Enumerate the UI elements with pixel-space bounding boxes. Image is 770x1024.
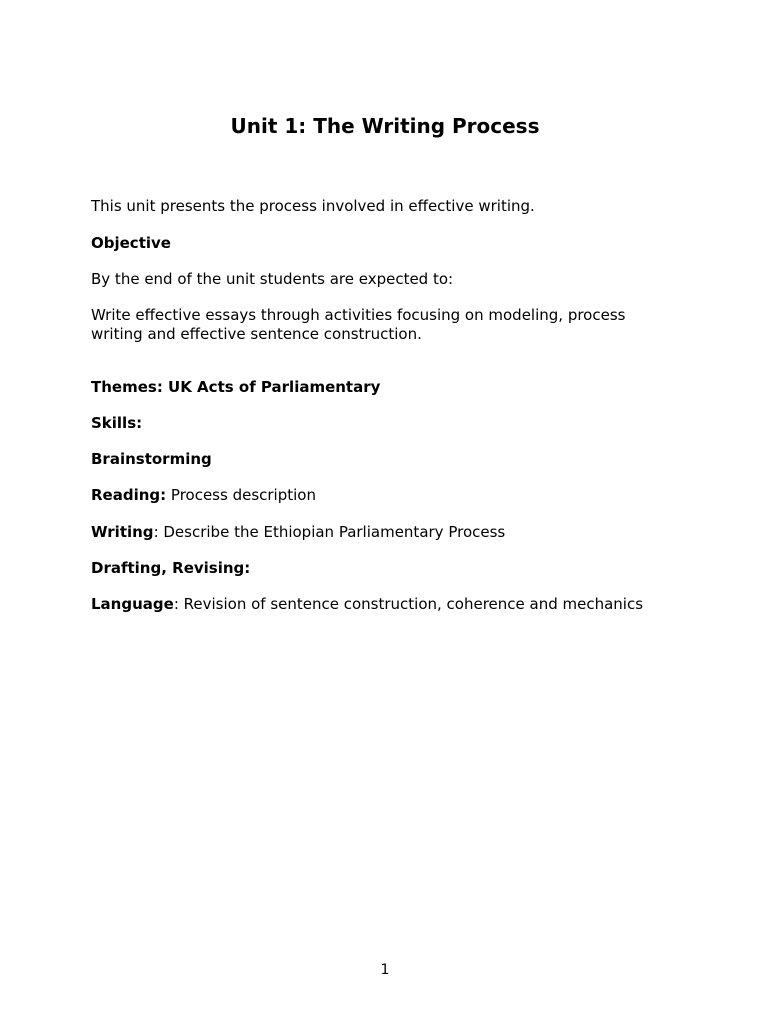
page-number: 1 [380,962,390,978]
writing-text: : Describe the Ethiopian Parliamentary Process [153,523,506,541]
intro-paragraph: This unit presents the process involved in effective writing. [91,197,535,215]
objective-text: Write effective essays through activities focusing on modeling, process writing and effective sentence construction. [91,306,626,343]
language-label: Language [91,595,174,613]
page-title: Unit 1: The Writing Process [230,114,540,138]
writing-line [91,523,661,542]
drafting-heading: Drafting, Revising: [91,559,251,577]
reading-text: Process description [166,486,316,504]
language-line [91,595,691,614]
objective-lead: By the end of the unit students are expected to: [91,270,454,288]
language-text: : Revision of sentence construction, coherence and mechanics [173,595,644,613]
writing-label: Writing [91,523,154,541]
themes-heading: Themes: UK Acts of Parliamentary [91,378,381,396]
objective-heading: Objective [91,234,171,252]
brainstorming-heading: Brainstorming [91,450,212,468]
skills-heading: Skills: [91,414,143,432]
reading-label: Reading: [91,486,167,504]
reading-line [91,486,661,505]
